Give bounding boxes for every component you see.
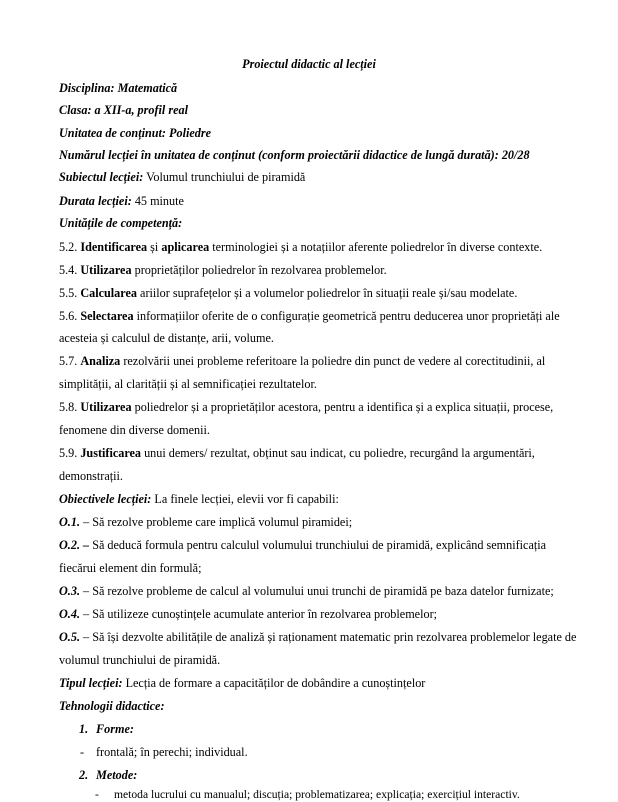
lesson-duration-value: 45 minute	[131, 194, 184, 208]
methods-label: Metode:	[96, 768, 138, 782]
objective-code: O.3.	[59, 584, 80, 598]
methods-text: metoda lucrului cu manualul; discuția; problematizarea; explicația; exercițiul interactiv.	[114, 788, 520, 801]
lesson-duration-line	[59, 194, 184, 209]
competence-text: ariilor suprafețelor și a volumelor poliedrelor în situații reale și/sau modelate.	[136, 286, 518, 300]
competence-number: 5.6.	[59, 309, 81, 323]
forms-number: 1.	[79, 722, 89, 736]
competence-item	[59, 286, 517, 301]
competence-item	[59, 400, 553, 415]
competences-heading: Unitățile de competență:	[59, 216, 183, 230]
methods-number: 2.	[79, 768, 89, 782]
objective-item	[59, 538, 546, 553]
competence-text: rezolvării unei probleme referitoare la poliedre din punct de vedere al corectitudinii, al	[120, 354, 546, 368]
methods-dash: -	[95, 788, 99, 801]
competence-continuation: acesteia și calculul de distanțe, arii, volume.	[59, 331, 274, 345]
competence-item	[59, 354, 545, 369]
competence-keyword: Utilizarea	[80, 263, 132, 277]
competence-number: 5.9.	[59, 446, 81, 460]
lesson-duration-label: Durata lecției:	[59, 194, 132, 208]
competence-text: terminologiei și a notațiilor aferente poliedrelor în diverse contexte.	[209, 240, 543, 254]
competence-keyword: Identificarea	[80, 240, 148, 254]
objective-text: Să deducă formula pentru calculul volumului trunchiului de piramidă, explicând semnificația	[89, 538, 547, 552]
competence-keyword: Analiza	[80, 354, 121, 368]
document-title: Proiectul didactic al lecției	[242, 57, 376, 71]
lesson-subject-label: Subiectul lecției:	[59, 170, 144, 184]
objective-text: – Să își dezvolte abilitățile de analiză și raționament matematic prin rezolvarea problemelor legate de	[80, 630, 577, 644]
lesson-type-label: Tipul lecției:	[59, 676, 123, 690]
objective-code: O.1.	[59, 515, 80, 529]
objective-text: – Să rezolve probleme de calcul al volumului unui trunchi de piramidă pe baza datelor furnizate;	[80, 584, 554, 598]
competence-item	[59, 240, 542, 255]
competence-text: informațiilor oferite de o configurație geometrică pentru deducerea unor proprietăți ale	[133, 309, 560, 323]
objective-continuation: fiecărui element din formulă;	[59, 561, 202, 575]
competence-continuation: fenomene din diverse domenii.	[59, 423, 210, 437]
competence-keyword: Selectarea	[80, 309, 134, 323]
competence-item	[59, 309, 560, 324]
technologies-heading: Tehnologii didactice:	[59, 699, 165, 713]
competence-number: 5.5.	[59, 286, 81, 300]
lesson-type-line	[59, 676, 425, 691]
competence-keyword: Calcularea	[80, 286, 137, 300]
competence-text: poliedrelor și a proprietăților acestora, pentru a identifica și a explica situații, procese,	[131, 400, 554, 414]
objective-item	[59, 515, 352, 530]
competence-continuation: simplității, al clarității și al semnificației rezultatelor.	[59, 377, 317, 391]
objective-code: O.5.	[59, 630, 80, 644]
lesson-subject-line	[59, 170, 305, 185]
competence-keyword: aplicarea	[161, 240, 210, 254]
objective-item	[59, 584, 554, 599]
forms-label: Forme:	[96, 722, 134, 736]
competence-number: 5.7.	[59, 354, 81, 368]
objective-code: O.4.	[59, 607, 80, 621]
objective-code: O.2. –	[59, 538, 90, 552]
competence-text: și	[147, 240, 162, 254]
competence-keyword: Justificarea	[80, 446, 142, 460]
objective-continuation: volumul trunchiului de piramidă.	[59, 653, 221, 667]
forms-dash: -	[80, 745, 85, 759]
competence-text: unui demers/ rezultat, obținut sau indicat, cu poliedre, recurgând la argumentări,	[141, 446, 535, 460]
objectives-heading	[59, 492, 339, 507]
competence-text: proprietăților poliedrelor în rezolvarea problemelor.	[131, 263, 387, 277]
objective-text: – Să rezolve probleme care implică volumul piramidei;	[80, 515, 353, 529]
competence-item	[59, 446, 535, 461]
competence-number: 5.4.	[59, 263, 81, 277]
class-line: Clasa: a XII-a, profil real	[59, 103, 188, 117]
competence-number: 5.8.	[59, 400, 81, 414]
objective-item	[59, 630, 576, 645]
objectives-label: Obiectivele lecției:	[59, 492, 152, 506]
unit-line: Unitatea de conținut: Poliedre	[59, 126, 211, 140]
lesson-type-value: Lecția de formare a capacităților de dobândire a cunoștințelor	[122, 676, 426, 690]
objectives-intro: La finele lecției, elevii vor fi capabili:	[151, 492, 339, 506]
competence-continuation: demonstrații.	[59, 469, 123, 483]
objective-item	[59, 607, 437, 622]
competence-item	[59, 263, 387, 278]
lesson-subject-value: Volumul trunchiului de piramidă	[143, 170, 306, 184]
objective-text: – Să utilizeze cunoștințele acumulate anterior în rezolvarea problemelor;	[80, 607, 438, 621]
competence-number: 5.2.	[59, 240, 81, 254]
lesson-number-line: Numărul lecției în unitatea de conținut (conform proiectării didactice de lungă durată): 20/28	[59, 148, 530, 162]
discipline-line: Disciplina: Matematică	[59, 81, 178, 95]
competence-keyword: Utilizarea	[80, 400, 132, 414]
forms-text: frontală; în perechi; individual.	[96, 745, 248, 759]
